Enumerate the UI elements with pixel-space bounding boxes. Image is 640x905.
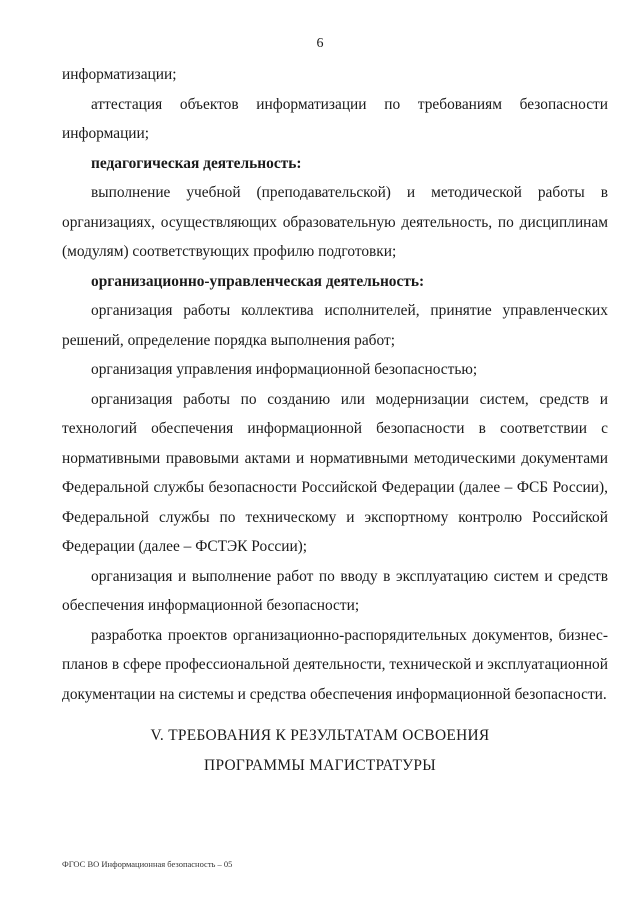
page-footer: ФГОС ВО Информационная безопасность – 05: [62, 859, 233, 869]
section-heading: организационно-управленческая деятельность:: [91, 272, 425, 290]
body-paragraph: разработка проектов организационно-распорядительных документов, бизнес-планов в сфере профессиональной деятельности, технической и эксплуатационной документации на системы и средства обеспечения информационной безопасности.: [62, 626, 608, 703]
body-paragraph: организация работы коллектива исполнителей, принятие управленческих решений, определение порядка выполнения работ;: [62, 302, 608, 349]
section-title: [0, 721, 640, 780]
body-paragraph: организация работы по созданию или модернизации систем, средств и технологий обеспечения информационной безопасности в соответствии с нормативными правовыми актами и нормативными методическими документами Федеральной службы безопасности Российской Федерации (далее – ФСБ России), Федеральной службы по техническому и экспортному контролю Российской Федерации (далее – ФСТЭК России);: [62, 390, 608, 555]
section-title-line-1: V. ТРЕБОВАНИЯ К РЕЗУЛЬТАТАМ ОСВОЕНИЯ: [150, 727, 490, 744]
section-title-line-2: ПРОГРАММЫ МАГИСТРАТУРЫ: [204, 756, 436, 774]
body-paragraph: выполнение учебной (преподавательской) и методической работы в организациях, осуществляющих образовательную деятельность, по дисциплинам (модулям) соответствующих профилю подготовки;: [62, 184, 608, 260]
page-number: 6: [316, 36, 324, 51]
body-paragraph: аттестация объектов информатизации по требованиям безопасности информации;: [62, 95, 608, 142]
document-body: [62, 60, 608, 709]
body-paragraph: организация управления информационной безопасностью;: [91, 361, 478, 378]
body-paragraph: информатизации;: [62, 66, 177, 83]
body-paragraph: организация и выполнение работ по вводу в эксплуатацию систем и средств обеспечения информационной безопасности;: [62, 567, 608, 614]
section-heading: педагогическая деятельность:: [91, 154, 302, 172]
